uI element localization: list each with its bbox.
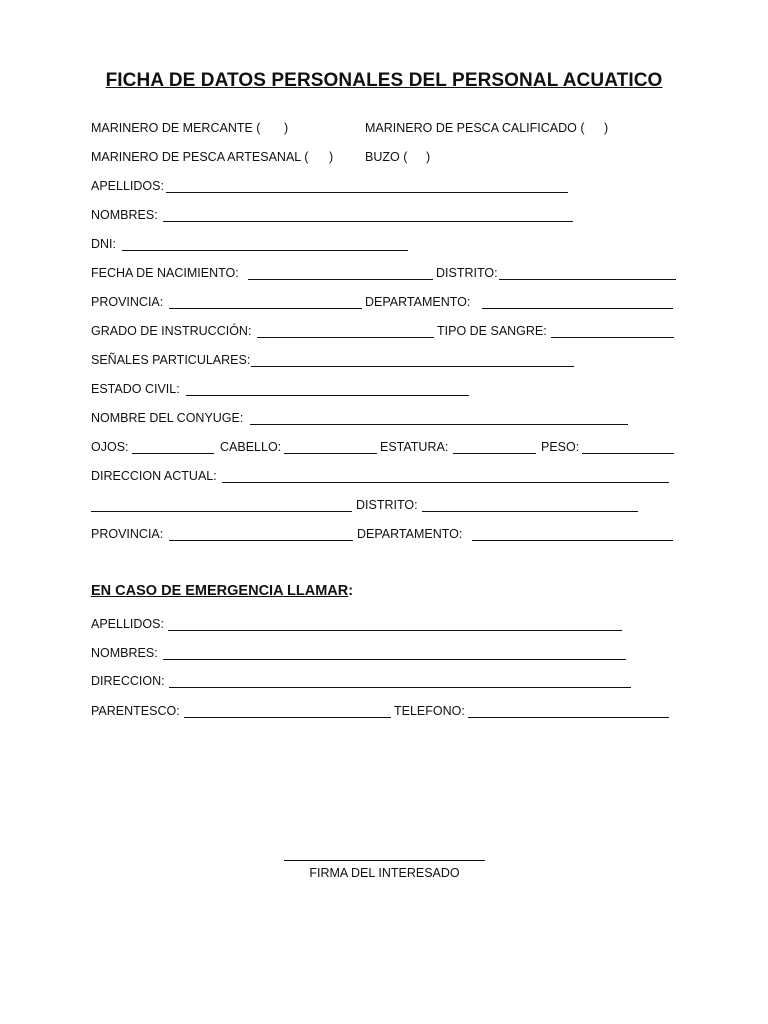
distrito-field[interactable] [499,279,676,280]
form-title: FICHA DE DATOS PERSONALES DEL PERSONAL ACUATICO [105,70,663,91]
departamento-field-2[interactable] [472,540,673,541]
estatura-field[interactable] [453,453,536,454]
apellidos-label: APELLIDOS: [91,179,164,193]
provincia-field-2[interactable] [169,540,353,541]
peso-label: PESO: [541,440,580,454]
peso-field[interactable] [582,453,674,454]
direccion-actual-label: DIRECCION ACTUAL: [91,469,217,483]
apellidos-field[interactable] [166,192,568,193]
estado-civil-label: ESTADO CIVIL: [91,382,180,396]
cabello-label: CABELLO: [220,440,282,454]
option-close-paren: ) [284,121,289,135]
cabello-field[interactable] [284,453,377,454]
emergency-telefono-label: TELEFONO: [394,704,465,718]
option-close-paren: ) [426,150,431,164]
departamento-label: DEPARTAMENTO: [365,295,471,309]
provincia-field[interactable] [169,308,362,309]
signature-label: FIRMA DEL INTERESADO [309,866,460,880]
dni-field[interactable] [122,250,408,251]
emergency-apellidos-field[interactable] [168,630,622,631]
estatura-label: ESTATURA: [380,440,449,454]
nombres-field[interactable] [163,221,573,222]
emergency-direccion-label: DIRECCION: [91,674,165,688]
senales-field[interactable] [251,366,574,367]
departamento-field[interactable] [482,308,673,309]
distrito-label-2: DISTRITO: [356,498,418,512]
signature-line[interactable] [284,860,485,861]
fecha-nacimiento-field[interactable] [248,279,433,280]
departamento-label-2: DEPARTAMENTO: [357,527,463,541]
tipo-sangre-label: TIPO DE SANGRE: [437,324,547,338]
option-marinero-mercante[interactable]: MARINERO DE MERCANTE ( [91,121,261,135]
emergency-apellidos-label: APELLIDOS: [91,617,164,631]
option-close-paren: ) [604,121,609,135]
ojos-label: OJOS: [91,440,129,454]
emergency-telefono-field[interactable] [468,717,669,718]
emergency-nombres-field[interactable] [163,659,626,660]
estado-civil-field[interactable] [186,395,469,396]
emergency-nombres-label: NOMBRES: [91,646,158,660]
dni-label: DNI: [91,237,116,251]
conyuge-label: NOMBRE DEL CONYUGE: [91,411,244,425]
emergency-direccion-field[interactable] [169,687,631,688]
emergency-parentesco-label: PARENTESCO: [91,704,180,718]
ojos-field[interactable] [132,453,214,454]
option-buzo[interactable]: BUZO ( [365,150,408,164]
emergency-heading-text: EN CASO DE EMERGENCIA LLAMAR [91,583,349,599]
direccion-actual-continuation-field[interactable] [91,511,352,512]
emergency-parentesco-field[interactable] [184,717,391,718]
provincia-label: PROVINCIA: [91,295,164,309]
emergency-heading [91,583,353,599]
senales-label: SEÑALES PARTICULARES: [91,353,251,367]
nombres-label: NOMBRES: [91,208,158,222]
provincia-label-2: PROVINCIA: [91,527,164,541]
distrito-label: DISTRITO: [436,266,498,280]
distrito-field-2[interactable] [422,511,638,512]
emergency-heading-colon: : [348,583,354,599]
option-marinero-pesca-calificado[interactable]: MARINERO DE PESCA CALIFICADO ( [365,121,585,135]
direccion-actual-field[interactable] [222,482,669,483]
fecha-nacimiento-label: FECHA DE NACIMIENTO: [91,266,239,280]
grado-instruccion-field[interactable] [257,337,434,338]
option-marinero-pesca-artesanal[interactable]: MARINERO DE PESCA ARTESANAL ( [91,150,309,164]
tipo-sangre-field[interactable] [551,337,674,338]
option-close-paren: ) [329,150,334,164]
grado-instruccion-label: GRADO DE INSTRUCCIÓN: [91,324,252,338]
conyuge-field[interactable] [250,424,628,425]
